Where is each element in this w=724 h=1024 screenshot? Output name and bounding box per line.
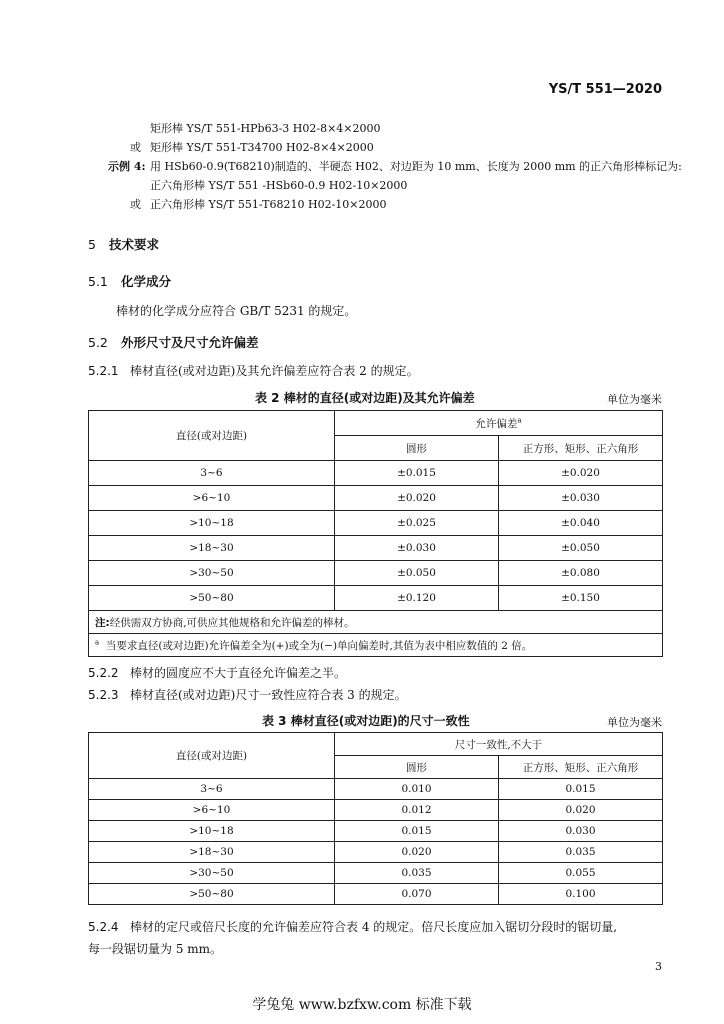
table-3-cell-round: 0.012 [335, 800, 499, 821]
table-2-cell-other: ±0.150 [499, 586, 663, 611]
table-2-header-group-sup: a [517, 416, 522, 424]
table-3-cell-range: >6~10 [89, 800, 335, 821]
document-number: YS/T 551—2020 [548, 82, 662, 97]
table-3-cell-range: >50~80 [89, 884, 335, 905]
table-2-cell-range: >18~30 [89, 536, 335, 561]
section-5-2-heading [88, 333, 258, 351]
example-4-text: 用 HSb60-0.9(T68210)制造的、半硬态 H02、对边距为 10 mm、长度为 2000 mm 的正六角形棒标记为: [150, 160, 682, 173]
table-row [89, 863, 663, 884]
section-5-number: 5 [88, 237, 96, 252]
section-5-2-title: 外形尺寸及尺寸允许偏差 [120, 335, 259, 350]
section-5-2-1-number: 5.2.1 [88, 364, 119, 378]
table-2-caption: 表 2 棒材的直径(或对边距)及其允许偏差 [255, 391, 475, 405]
table-2-cell-other: ±0.050 [499, 536, 663, 561]
example-line-1: 矩形棒 YS/T 551-HPb63-3 H02-8×4×2000 [150, 122, 381, 135]
table-row [89, 842, 663, 863]
table-3-cell-round: 0.015 [335, 821, 499, 842]
table-3-cell-round: 0.070 [335, 884, 499, 905]
section-5-2-4-text-2: 每一段锯切量为 5 mm。 [88, 942, 223, 956]
table-2-cell-range: 3~6 [89, 461, 335, 486]
table-row [89, 884, 663, 905]
table-2-footnote-mark: a [95, 638, 100, 646]
table-row [89, 586, 663, 611]
table-2-cell-round: ±0.015 [335, 461, 499, 486]
table-2-cell-other: ±0.040 [499, 511, 663, 536]
table-3-cell-range: 3~6 [89, 779, 335, 800]
section-5-2-3-text: 棒材直径(或对边距)尺寸一致性应符合表 3 的规定。 [130, 688, 407, 702]
section-5-2-2-number: 5.2.2 [88, 666, 119, 680]
section-5-2-4-text-1: 棒材的定尺或倍尺长度的允许偏差应符合表 4 的规定。倍尺长度应加入锯切分段时的锯切量, [130, 920, 618, 934]
example-line-5-prefix: 或 [130, 198, 141, 211]
table-3-header-group: 尺寸一致性,不大于 [335, 733, 663, 756]
table-row [89, 486, 663, 511]
section-5-2-number: 5.2 [88, 335, 108, 350]
table-2-header-round: 圆形 [335, 436, 499, 461]
table-2-cell-other: ±0.030 [499, 486, 663, 511]
table-2-cell-other: ±0.020 [499, 461, 663, 486]
table-3-cell-round: 0.010 [335, 779, 499, 800]
table-2-unit: 单位为毫米 [607, 393, 662, 406]
section-5-2-4-number: 5.2.4 [88, 920, 119, 934]
table-2-cell-round: ±0.020 [335, 486, 499, 511]
table-3-cell-range: >10~18 [89, 821, 335, 842]
table-row [89, 461, 663, 486]
table-row [89, 536, 663, 561]
table-2-cell-round: ±0.025 [335, 511, 499, 536]
table-2-cell-range: >10~18 [89, 511, 335, 536]
page-number: 3 [655, 960, 662, 973]
footer-watermark: 学兔兔 www.bzfxw.com 标准下载 [252, 997, 472, 1013]
example-line-2-prefix: 或 [130, 141, 141, 154]
table-3-cell-other: 0.015 [499, 779, 663, 800]
table-3-cell-other: 0.020 [499, 800, 663, 821]
section-5-2-1-text: 棒材直径(或对边距)及其允许偏差应符合表 2 的规定。 [130, 364, 419, 378]
example-4-label: 示例 4: [108, 160, 146, 173]
section-5-2-1 [88, 362, 419, 379]
table-3-cell-other: 0.035 [499, 842, 663, 863]
table-3-cell-other: 0.100 [499, 884, 663, 905]
table-2-cell-range: >30~50 [89, 561, 335, 586]
table-2-header-diameter: 直径(或对边距) [89, 411, 335, 461]
table-3-header-round: 圆形 [335, 756, 499, 779]
section-5-2-2 [88, 664, 346, 681]
section-5-heading [88, 235, 159, 253]
table-3-cell-round: 0.020 [335, 842, 499, 863]
table-2 [88, 410, 663, 657]
section-5-2-3 [88, 686, 407, 703]
section-5-1-title: 化学成分 [120, 274, 171, 289]
table-row [89, 800, 663, 821]
section-5-title: 技术要求 [109, 237, 160, 252]
table-row [89, 511, 663, 536]
section-5-1-text: 棒材的化学成分应符合 GB/T 5231 的规定。 [116, 304, 357, 318]
table-2-header-group [335, 411, 663, 436]
table-3-header-other: 正方形、矩形、正六角形 [499, 756, 663, 779]
section-5-1-number: 5.1 [88, 274, 108, 289]
table-2-note [89, 611, 663, 634]
table-row [89, 779, 663, 800]
table-row [89, 561, 663, 586]
table-2-footnote [89, 634, 663, 657]
table-3 [88, 732, 663, 905]
table-3-unit: 单位为毫米 [607, 716, 662, 729]
section-5-2-4 [88, 918, 617, 935]
example-line-4: 正六角形棒 YS/T 551 -HSb60-0.9 H02-10×2000 [150, 179, 408, 192]
section-5-2-3-number: 5.2.3 [88, 688, 119, 702]
section-5-2-2-text: 棒材的圆度应不大于直径允许偏差之半。 [130, 666, 347, 680]
example-line-5: 正六角形棒 YS/T 551-T68210 H02-10×2000 [150, 198, 387, 211]
table-2-header-group-label: 允许偏差 [475, 417, 518, 430]
section-5-1-heading [88, 272, 171, 290]
table-2-header-other: 正方形、矩形、正六角形 [499, 436, 663, 461]
table-2-note-label: 注: [95, 616, 110, 629]
table-3-cell-round: 0.035 [335, 863, 499, 884]
table-row [89, 821, 663, 842]
table-3-caption: 表 3 棒材直径(或对边距)的尺寸一致性 [262, 714, 470, 728]
table-3-cell-range: >30~50 [89, 863, 335, 884]
table-3-cell-range: >18~30 [89, 842, 335, 863]
table-2-cell-other: ±0.080 [499, 561, 663, 586]
table-3-header-diameter: 直径(或对边距) [89, 733, 335, 779]
table-2-footnote-text: 当要求直径(或对边距)允许偏差全为(+)或全为(−)单向偏差时,其值为表中相应数值的 2 倍。 [105, 639, 533, 652]
table-2-note-text: 经供需双方协商,可供应其他规格和允许偏差的棒材。 [109, 616, 355, 629]
example-line-2: 矩形棒 YS/T 551-T34700 H02-8×4×2000 [150, 141, 374, 154]
table-3-cell-other: 0.055 [499, 863, 663, 884]
table-3-cell-other: 0.030 [499, 821, 663, 842]
table-2-cell-round: ±0.120 [335, 586, 499, 611]
table-2-cell-round: ±0.050 [335, 561, 499, 586]
table-2-cell-range: >50~80 [89, 586, 335, 611]
table-2-cell-round: ±0.030 [335, 536, 499, 561]
table-2-cell-range: >6~10 [89, 486, 335, 511]
